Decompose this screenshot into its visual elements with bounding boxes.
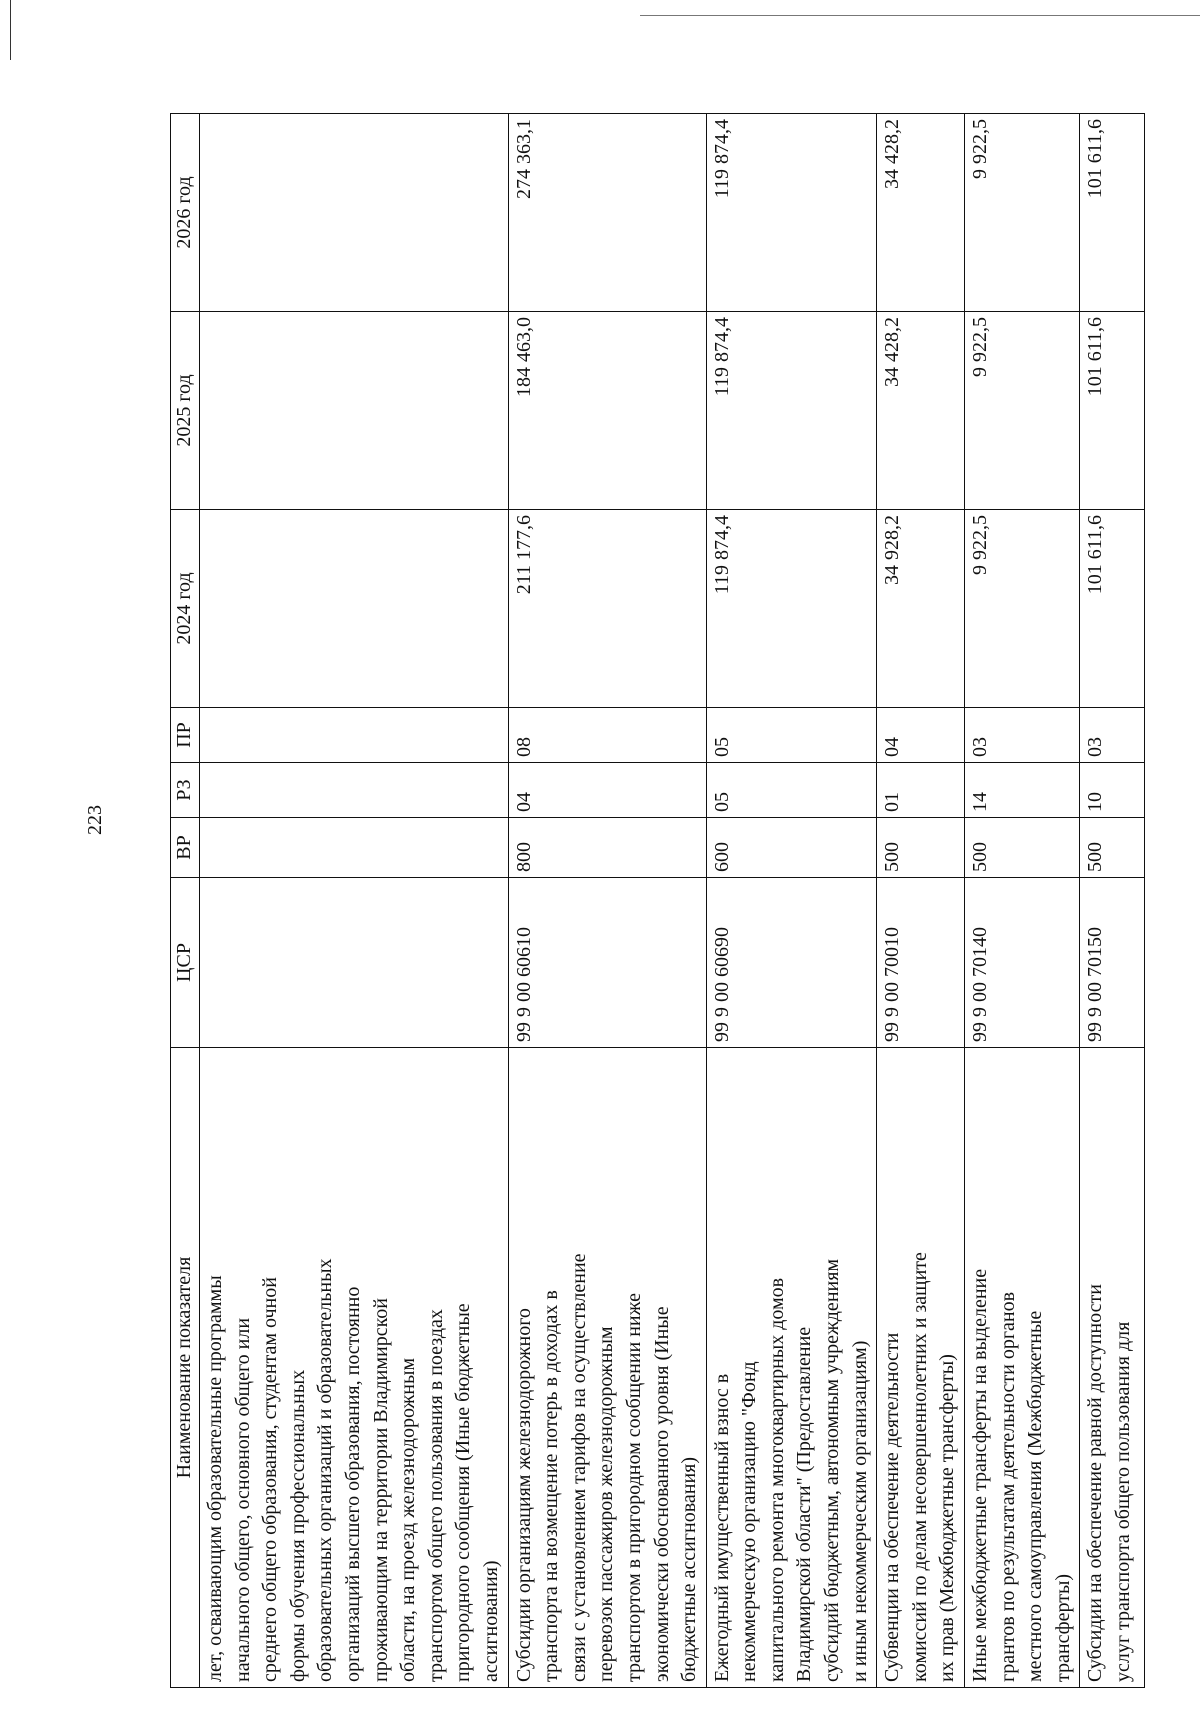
header-rz: РЗ <box>171 763 200 818</box>
row-rz: 04 <box>508 763 706 818</box>
row-vr: 500 <box>877 818 965 878</box>
rotated-table-container <box>170 113 1145 1688</box>
table-row <box>965 114 1080 1688</box>
row-pr: 05 <box>706 708 877 763</box>
row-2025: 9 922,5 <box>965 312 1080 510</box>
row-vr: 500 <box>1080 818 1145 878</box>
row-csr <box>200 878 509 1048</box>
row-2024: 9 922,5 <box>965 510 1080 708</box>
row-rz <box>200 763 509 818</box>
row-vr: 600 <box>706 818 877 878</box>
table-row <box>200 114 509 1688</box>
row-name: Ежегодный имущественный взнос в некоммерческую организацию "Фонд капитального ремонта многоквартирных домов Владимирской области" (Предоставление субсидий бюджетным, автономным учреждениям и иным некоммерческим организациям) <box>706 1048 877 1688</box>
row-name: Субвенции на обеспечение деятельности комиссий по делам несовершеннолетних и защите их прав (Межбюджетные трансферты) <box>877 1048 965 1688</box>
table-row <box>1080 114 1145 1688</box>
row-vr: 800 <box>508 818 706 878</box>
row-vr <box>200 818 509 878</box>
row-2025: 119 874,4 <box>706 312 877 510</box>
row-rz: 05 <box>706 763 877 818</box>
row-csr: 99 9 00 60690 <box>706 878 877 1048</box>
row-2026: 274 363,1 <box>508 114 706 312</box>
page-number: 223 <box>84 805 106 835</box>
row-vr: 500 <box>965 818 1080 878</box>
row-2025 <box>200 312 509 510</box>
row-name: Субсидии организациям железнодорожного транспорта на возмещение потерь в доходах в связи с установлением тарифов на осуществление перевозок пассажиров железнодорожным транспортом в пригородном сообщении ниже экономически обоснованного уровня (Иные бюджетные ассигнования) <box>508 1048 706 1688</box>
row-2024: 119 874,4 <box>706 510 877 708</box>
row-csr: 99 9 00 60610 <box>508 878 706 1048</box>
row-csr: 99 9 00 70150 <box>1080 878 1145 1048</box>
table-row <box>508 114 706 1688</box>
header-2024: 2024 год <box>171 510 200 708</box>
row-2026: 101 611,6 <box>1080 114 1145 312</box>
budget-table <box>170 113 1145 1688</box>
header-vr: ВР <box>171 818 200 878</box>
row-name: Иные межбюджетные трансферты на выделение грантов по результатам деятельности органов местного самоуправления (Межбюджетные трансферты) <box>965 1048 1080 1688</box>
row-2026: 119 874,4 <box>706 114 877 312</box>
row-pr: 08 <box>508 708 706 763</box>
row-pr: 03 <box>965 708 1080 763</box>
row-pr: 03 <box>1080 708 1145 763</box>
row-rz: 14 <box>965 763 1080 818</box>
row-rz: 10 <box>1080 763 1145 818</box>
table-header-row <box>171 114 200 1688</box>
row-name: лет, осваивающим образовательные программы начального общего, основного общего или среднего общего образования, студентам очной формы обучения профессиональных образовательных организаций и образовательных организаций высшего образования, постоянно проживающим на территории Владимирской области, на проезд железнодорожным транспортом общего пользования в поездах пригородного сообщения (Иные бюджетные ассигнования) <box>200 1048 509 1688</box>
table-row <box>877 114 965 1688</box>
row-2026: 9 922,5 <box>965 114 1080 312</box>
row-csr: 99 9 00 70010 <box>877 878 965 1048</box>
row-pr: 04 <box>877 708 965 763</box>
row-2024 <box>200 510 509 708</box>
row-2026: 34 428,2 <box>877 114 965 312</box>
header-2025: 2025 год <box>171 312 200 510</box>
row-2024: 211 177,6 <box>508 510 706 708</box>
table-row <box>706 114 877 1688</box>
row-pr <box>200 708 509 763</box>
row-name: Субсидии на обеспечение равной доступности услуг транспорта общего пользования для <box>1080 1048 1145 1688</box>
row-2025: 34 428,2 <box>877 312 965 510</box>
scan-edge-top <box>640 15 1200 16</box>
header-csr: ЦСР <box>171 878 200 1048</box>
row-2026 <box>200 114 509 312</box>
row-2024: 101 611,6 <box>1080 510 1145 708</box>
row-2025: 101 611,6 <box>1080 312 1145 510</box>
header-pr: ПР <box>171 708 200 763</box>
row-2024: 34 928,2 <box>877 510 965 708</box>
row-rz: 01 <box>877 763 965 818</box>
header-name: Наименование показателя <box>171 1048 200 1688</box>
header-2026: 2026 год <box>171 114 200 312</box>
row-2025: 184 463,0 <box>508 312 706 510</box>
row-csr: 99 9 00 70140 <box>965 878 1080 1048</box>
scan-edge-left <box>10 0 11 60</box>
